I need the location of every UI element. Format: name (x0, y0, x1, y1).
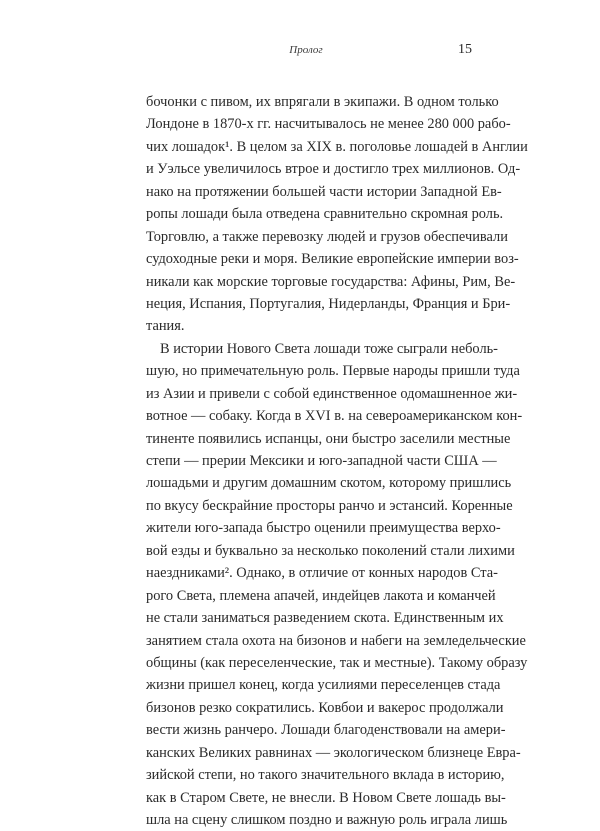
text-line: бочонки с пивом, их впрягали в экипажи. В одном только (146, 94, 499, 110)
text-line: неция, Испания, Португалия, Нидерланды, Франция и Бри- (146, 295, 511, 312)
text-line: никали как морские торговые государства: Афины, Рим, Ве- (146, 273, 516, 290)
text-line: Лондоне в 1870-х гг. насчитывалось не менее 280 000 рабо- (146, 116, 511, 133)
text-line: вести жизнь ранчеро. Лошади благоденствовали на амери- (146, 722, 506, 739)
text-line: вой езды и буквально за несколько поколений стали лихими (146, 542, 515, 559)
running-head (146, 40, 472, 60)
text-line: тиненте появились испанцы, они быстро заселили местные (146, 430, 511, 447)
text-line: рого Света, племена апачей, индейцев лакота и команчей (146, 587, 496, 604)
text-line: В истории Нового Света лошади тоже сыграли неболь- (160, 340, 498, 357)
text-line: Торговлю, а также перевозку людей и грузов обеспечивали (146, 228, 508, 245)
text-line: шую, но примечательную роль. Первые народы пришли туда (146, 363, 520, 380)
text-line: степи — прерии Мексики и юго-западной части США — (146, 453, 497, 469)
text-line: бизонов резко сократились. Ковбои и вакерос продолжали (146, 699, 504, 716)
text-line: ропы лошади была отведена сравнительно скромная роль. (146, 206, 504, 223)
text-line: по вкусу бескрайние просторы ранчо и эстансий. Коренные (146, 497, 513, 514)
text-line: судоходные реки и моря. Великие европейские империи воз- (146, 251, 519, 268)
running-title: Пролог (289, 44, 323, 56)
text-line: шла на сцену слишком поздно и важную роль играла лишь (146, 812, 508, 828)
text-line: канских Великих равнинах — экологическом близнеце Евра- (146, 744, 521, 761)
text-line: жизни пришел конец, когда усилиями переселенцев стада (146, 677, 501, 694)
text-line: зийской степи, но такого значительного вклада в историю, (146, 767, 505, 784)
text-line: чих лошадок¹. В целом за XIX в. поголовье лошадей в Англии (146, 138, 528, 155)
text-line: не стали заниматься разведением скота. Единственным их (146, 610, 504, 627)
text-line: занятием стала охота на бизонов и набеги на земледельческие (146, 632, 526, 649)
text-line: лошадьми и другим домашним скотом, которому пришлись (146, 475, 512, 492)
text-line: нако на протяжении большей части истории Западной Ев- (146, 183, 502, 200)
text-line: и Уэльсе увеличилось втрое и достигло трех миллионов. Од- (146, 161, 521, 178)
body-text (146, 91, 528, 831)
text-line: из Азии и привели с собой единственное одомашненное жи- (146, 385, 518, 402)
text-line: наездниками². Однако, в отличие от конных народов Ста- (146, 565, 498, 582)
text-line: общины (как переселенческие, так и местные). Такому образу (146, 654, 528, 671)
text-line: вотное — собаку. Когда в XVI в. на североамериканском кон- (146, 408, 523, 425)
text-line: как в Старом Свете, не внесли. В Новом Свете лошадь вы- (146, 789, 506, 806)
text-line: тания. (146, 318, 185, 335)
text-line: жители юго-запада быстро оценили преимущества верхо- (146, 520, 501, 537)
page-number: 15 (458, 42, 472, 57)
